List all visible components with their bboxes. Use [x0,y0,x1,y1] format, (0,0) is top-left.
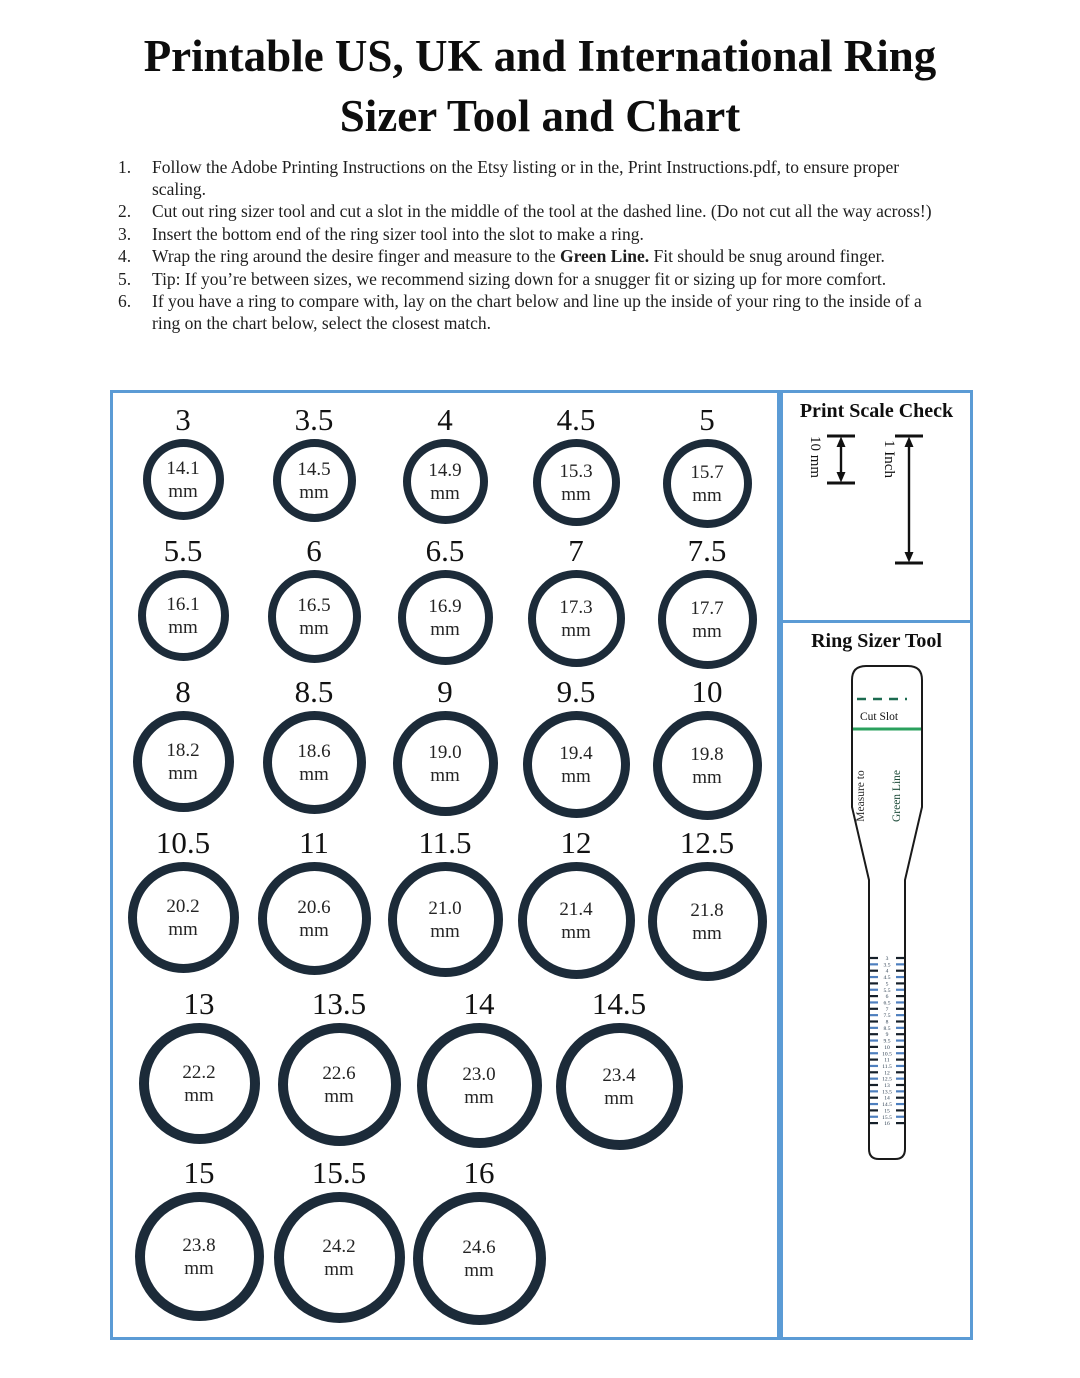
ring-circle [273,439,356,522]
ring-circle [393,711,498,816]
print-scale-check-title: Print Scale Check [799,400,954,422]
print-scale-check-diagram [783,423,970,613]
ring-size-label: 7.5 [687,533,727,568]
scale-size-number: 13.5 [882,1089,892,1096]
scale-size-number: 10.5 [882,1051,892,1058]
page-title-line2: Sizer Tool and Chart [339,91,741,141]
scale-size-number: 11.5 [882,1063,892,1070]
scale-size-number: 5.5 [883,987,891,994]
ring-size-label: 10 [691,674,723,709]
ring-size-label: 12.5 [679,825,735,860]
ring-circle [417,1023,542,1148]
ring-cell [385,673,505,820]
ring-rows [113,393,777,1325]
ten-mm-label: 10 mm [807,435,823,479]
scale-size-number: 6 [885,994,889,1001]
instruction-item [118,201,950,223]
ring-diameter-label: 21.0 mm [428,897,462,942]
one-inch-label: 1 Inch [881,440,897,478]
ring-size-label: 3.5 [294,402,334,437]
scale-size-number: 6.5 [883,1000,891,1007]
ring-cell [516,824,636,981]
ring-circle [533,439,620,526]
ring-size-label: 16 [463,1155,495,1190]
ring-size-label: 15.5 [311,1155,367,1190]
scale-size-number: 7 [885,1006,889,1013]
ring-size-label: 14 [463,986,495,1021]
instruction-item [118,291,950,334]
ring-diameter-label: 15.3 mm [559,460,593,505]
ring-circle [138,570,229,661]
instruction-item [118,157,950,200]
instruction-item [118,246,950,268]
scale-size-number: 10 [884,1044,890,1051]
ring-circle [258,862,371,975]
ring-cell [269,985,409,1150]
ring-cell [123,824,243,981]
ring-size-label: 8 [175,674,191,709]
ring-sizer-tool-panel [783,623,970,1337]
ring-circle [556,1023,683,1150]
ring-diameter-label: 24.2 mm [322,1235,356,1280]
ring-diameter-label: 22.2 mm [182,1061,216,1106]
scale-size-number: 4.5 [883,975,891,982]
ring-cell [647,673,767,820]
ring-circle [528,570,625,667]
ring-circle [268,570,361,663]
ring-size-label: 11 [299,825,329,860]
ring-diameter-label: 18.6 mm [297,740,331,785]
ring-diameter-label: 15.7 mm [690,461,724,506]
ring-diameter-label: 14.5 mm [297,458,331,503]
ring-circle [518,862,635,979]
ring-circle [523,711,630,818]
ring-diameter-label: 16.1 mm [166,593,200,638]
scale-size-number: 14 [884,1095,890,1102]
one-inch-arrow [881,436,923,563]
scale-size-number: 12 [884,1070,890,1077]
instruction-number: 3. [118,223,132,244]
instruction-text: Insert the bottom end of the ring sizer tool into the slot to make a ring. [152,223,644,244]
instruction-text: Follow the Adobe Printing Instructions on the Etsy listing or in the, Print Instructions.pdf, to ensure proper scaling. [152,157,900,199]
ring-circle [143,439,224,520]
instructions-list [118,157,950,335]
ring-diameter-label: 21.8 mm [690,899,724,944]
ring-circle [139,1023,260,1144]
ring-circle [413,1192,546,1325]
ring-cell [549,985,689,1150]
instruction-number: 5. [118,268,132,289]
instruction-number: 1. [118,157,132,177]
scale-size-number: 5 [885,981,889,988]
instruction-text: Tip: If you’re between sizes, we recommend sizing down for a snugger fit or sizing up for more comfort. [152,268,887,289]
ring-cell [409,1154,549,1325]
ring-cell [647,824,767,981]
ring-circle [388,862,503,977]
ring-size-label: 13.5 [311,986,367,1021]
scale-size-number: 9 [885,1032,889,1039]
scale-size-number: 9.5 [883,1038,891,1045]
instruction-text: If you have a ring to compare with, lay on the chart below and line up the inside of your ring to the inside of a ring on the chart below, select the closest match. [152,291,922,333]
ring-diameter-label: 24.6 mm [462,1236,496,1281]
ring-circle [658,570,757,669]
ring-size-label: 14.5 [591,986,647,1021]
ring-diameter-label: 17.3 mm [559,596,593,641]
ring-diameter-label: 20.6 mm [297,896,331,941]
scale-size-number: 3.5 [883,962,891,969]
instruction-item [118,224,950,246]
ring-diameter-label: 17.7 mm [690,597,724,642]
ring-cell [647,401,767,528]
ring-diameter-label: 19.4 mm [559,742,593,787]
scale-size-number: 13 [884,1083,890,1089]
ring-circle [274,1192,405,1323]
ring-size-label: 5.5 [163,533,203,568]
instruction-item [118,269,950,291]
ring-circle [403,439,488,524]
ring-cell [129,985,269,1150]
scale-size-number: 7.5 [883,1013,891,1020]
scale-size-number: 8 [885,1019,889,1026]
ring-sizer-tool-diagram [843,663,927,1163]
ring-diameter-label: 16.5 mm [297,594,331,639]
ring-row [113,401,777,528]
scale-size-number: 16 [884,1121,890,1128]
ring-size-label: 6 [306,533,322,568]
ring-row [113,1154,777,1325]
ring-cell [409,985,549,1150]
page-title [0,26,1080,146]
ring-diameter-label: 20.2 mm [166,895,200,940]
instruction-text: Cut out ring sizer tool and cut a slot in the middle of the tool at the dashed line. (Do not cut all the way across!) [152,201,932,221]
scale-size-number: 15.5 [882,1114,892,1121]
instruction-text: Wrap the ring around the desire finger and measure to the Green Line. Fit should be snug around finger. [152,246,885,266]
ring-cell [254,673,374,820]
ring-circle [648,862,767,981]
ring-circle [128,862,239,973]
ring-size-label: 11.5 [418,825,472,860]
scale-size-number: 3 [885,956,889,962]
ring-cell [647,532,767,669]
instruction-number: 2. [118,201,132,221]
instruction-number: 4. [118,246,132,266]
cut-slot-label: Cut Slot [860,711,899,723]
ring-circle [663,439,752,528]
ring-diameter-label: 14.9 mm [428,459,462,504]
ring-cell [123,673,243,820]
ring-row [113,985,777,1150]
scale-size-number: 14.5 [882,1102,892,1109]
ring-size-label: 8.5 [294,674,334,709]
ring-diameter-label: 23.8 mm [182,1234,216,1279]
ring-cell [254,824,374,981]
ring-circle [133,711,234,812]
ring-size-chart [110,390,780,1340]
measure-to-label: Measure to [855,770,867,822]
ring-cell [516,673,636,820]
ring-size-label: 7 [568,533,584,568]
ring-size-label: 9 [437,674,453,709]
ring-cell [385,532,505,669]
page-title-line1: Printable US, UK and International Ring [143,31,937,81]
ring-size-label: 4 [437,402,453,437]
ring-diameter-label: 23.4 mm [602,1064,636,1109]
ring-cell [123,401,243,528]
ring-diameter-label: 19.0 mm [428,741,462,786]
scale-size-number: 8.5 [883,1025,891,1032]
ring-circle [653,711,762,820]
ring-size-label: 15 [183,1155,215,1190]
ring-circle [135,1192,264,1321]
ring-size-label: 5 [699,402,715,437]
ring-diameter-label: 23.0 mm [462,1063,496,1108]
ring-diameter-label: 19.8 mm [690,743,724,788]
ring-diameter-label: 18.2 mm [166,739,200,784]
ring-row [113,532,777,669]
green-line-label: Green Line [891,769,903,823]
ring-cell [269,1154,409,1325]
ring-cell [129,1154,269,1325]
ring-circle [398,570,493,665]
ring-cell [516,401,636,528]
ring-cell [385,824,505,981]
ring-diameter-label: 21.4 mm [559,898,593,943]
ten-mm-arrow [807,436,855,483]
ring-diameter-label: 14.1 mm [166,457,200,502]
ring-cell [254,532,374,669]
ring-size-label: 9.5 [556,674,596,709]
ring-size-label: 12 [560,825,592,860]
ring-cell [123,532,243,669]
instruction-number: 6. [118,291,132,311]
ring-size-label: 6.5 [425,533,465,568]
print-scale-check-panel [783,393,970,623]
ring-size-label: 3 [175,402,191,437]
ring-diameter-label: 16.9 mm [428,595,462,640]
ring-row [113,673,777,820]
ring-circle [263,711,366,814]
ring-size-label: 4.5 [556,402,596,437]
ring-cell [516,532,636,669]
scale-size-number: 4 [885,968,889,975]
ring-size-label: 10.5 [155,825,211,860]
ring-cell [254,401,374,528]
scale-size-number: 12.5 [882,1076,892,1083]
ring-cell [385,401,505,528]
scale-size-number: 15 [884,1108,890,1115]
scale-size-number: 11 [884,1057,890,1064]
ring-circle [278,1023,401,1146]
right-column [780,390,973,1340]
ring-sizer-tool-title: Ring Sizer Tool [811,630,942,652]
ring-row [113,824,777,981]
ring-size-label: 13 [183,986,215,1021]
ring-diameter-label: 22.6 mm [322,1062,356,1107]
